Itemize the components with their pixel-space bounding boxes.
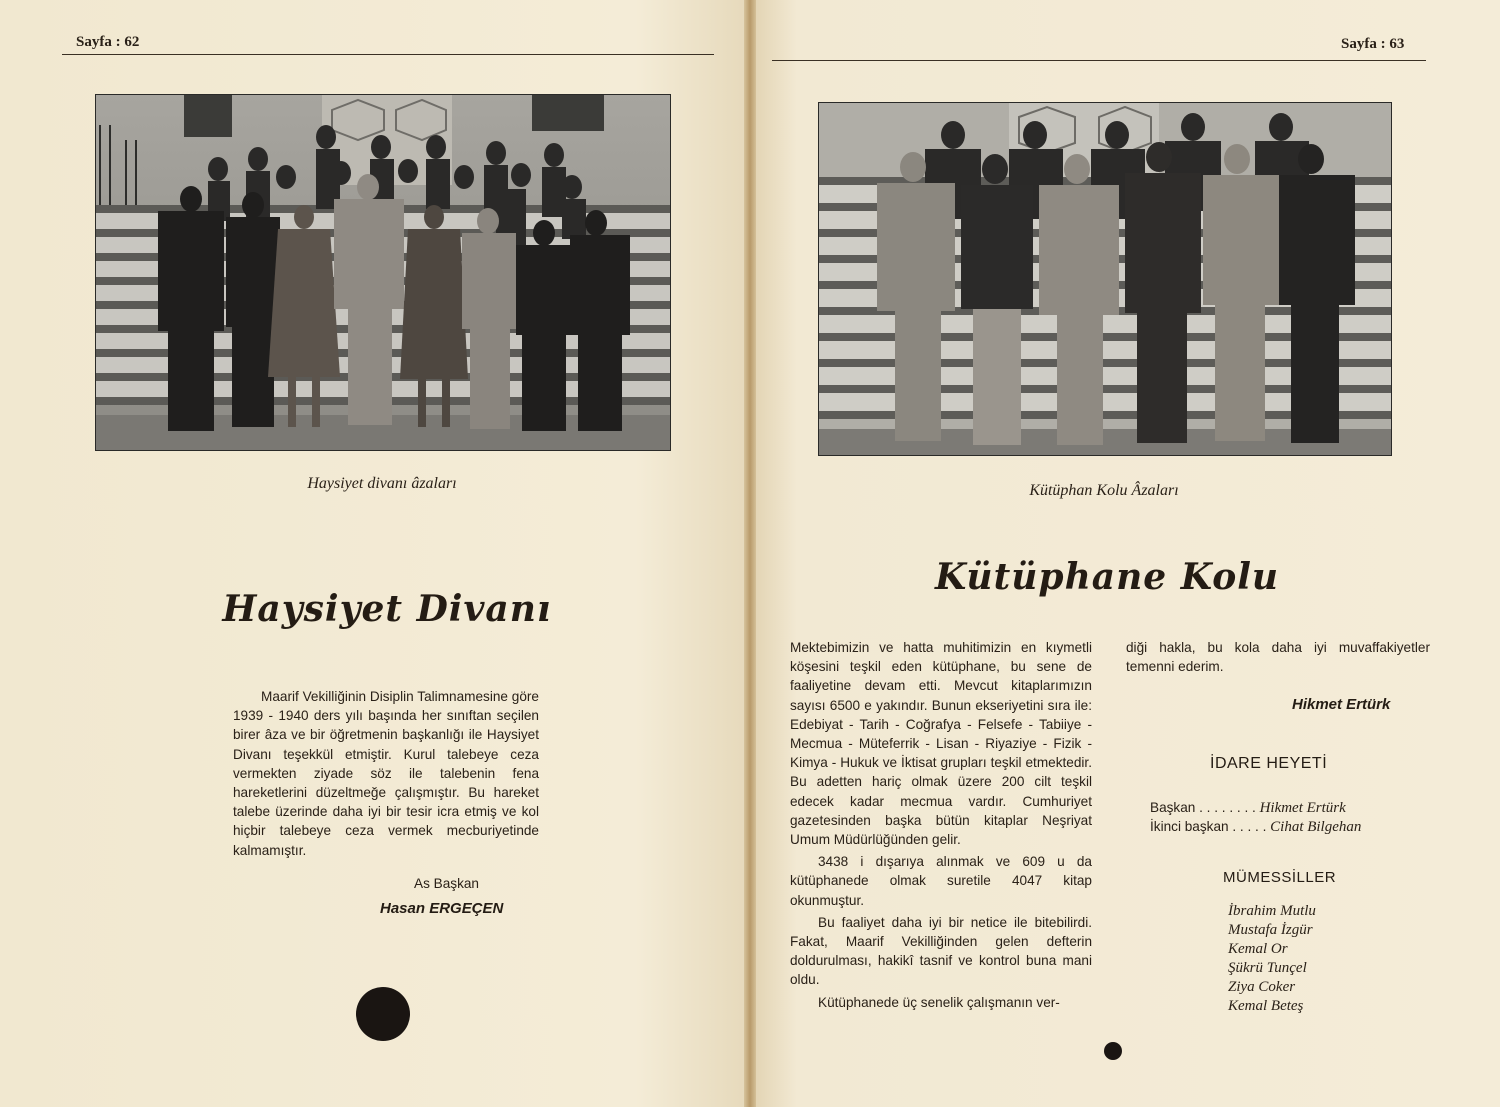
- officer-role: İkinci başkan . . . . .: [1150, 819, 1267, 834]
- left-header-rule: [62, 54, 714, 55]
- members-heading: MÜMESSİLLER: [1223, 869, 1337, 886]
- right-body-column-1: [790, 638, 1092, 1012]
- left-photo-illustration: [96, 95, 670, 450]
- right-header-rule: [772, 60, 1426, 61]
- right-signature-name: Hikmet Ertürk: [1292, 696, 1391, 713]
- right-paragraph-1: Mektebimizin ve hatta muhitimizin en kıymetli köşesini teşkil eden kütüphane, bu sene de faaliyetine devam etti. Mevcut kitaplarımızın sayısı 6500 e yakındır. Bunun ekseriyetini sıra ile: Edebiyat - Tarih - Coğrafya - Felsefe - Tabiiye - Mecmua - Müteferrik - Lisan - Riyaziye - Fizik - Kimya - Hukuk ve İktisat grupları teşkil etmektedir. Bu adetten hariç olmak üzere 200 cilt teşkil edecek kadar mecmua vardır. Cumhuriyet gazetesinden başka bütün kitaplar Neşriyat Umum Müdürlüğünden gelir.: [790, 640, 1092, 848]
- left-body-text: [233, 687, 539, 860]
- left-signature-role: As Başkan: [414, 876, 479, 891]
- member-name: Ziya Coker: [1228, 979, 1296, 995]
- book-gutter: [744, 0, 756, 1107]
- right-page-ornament: [1104, 1042, 1122, 1060]
- left-photo-caption: Haysiyet divanı âzaları: [307, 475, 457, 492]
- officer-name: Cihat Bilgehan: [1270, 819, 1362, 835]
- right-paragraph-2: 3438 i dışarıya alınmak ve 609 u da kütüphanede olmak suretile 4047 kitap okunmuştur.: [790, 854, 1092, 908]
- right-group-photo: [818, 102, 1392, 456]
- left-page-number: Sayfa : 62: [76, 34, 140, 50]
- officer-row: [1150, 800, 1346, 817]
- right-paragraph-4: Kütüphanede üç senelik çalışmanın ver-: [818, 994, 1060, 1010]
- member-name: İbrahim Mutlu: [1228, 903, 1316, 919]
- left-group-photo: [95, 94, 671, 451]
- right-photo-caption: Kütüphan Kolu Âzaları: [1029, 482, 1179, 499]
- member-name: Kemal Or: [1228, 941, 1288, 957]
- right-body-column-2: [1126, 638, 1430, 676]
- officer-role: Başkan . . . . . . . .: [1150, 800, 1256, 815]
- right-page-number: Sayfa : 63: [1341, 36, 1405, 52]
- left-paragraph: Maarif Vekilliğinin Disiplin Talimnamesine göre 1939 - 1940 ders yılı başında her sınıftan seçilen birer âza ve bir öğretmenin başkanlığı ile Haysiyet Divanı teşekkül etmiştir. Kurul talebeye ceza vermekten ziyade söz ile talebenin fena hareketlerini düzeltmeğe çalışmıştır. Bu hareket talebe üzerinde daha iyi bir tesir icra etmiş ve kol hiçbir talebeye ceza vermek mecburiyetinde kalmamıştır.: [233, 689, 539, 858]
- board-heading: İDARE HEYETİ: [1210, 755, 1328, 772]
- right-paragraph-3: Bu faaliyet daha iyi bir netice ile bitebilirdi. Fakat, Maarif Vekilliğinden gelen defterin doldurulması, hakikî tasnif ve kontrol buna mani oldu.: [790, 914, 1092, 988]
- left-page-ornament: [356, 987, 410, 1041]
- right-page-title: Kütüphane Kolu: [934, 556, 1280, 598]
- left-signature-name: Hasan ERGEÇEN: [380, 900, 504, 917]
- right-paragraph-continued: diği hakla, bu kola daha iyi muvaffakiyetler temenni ederim.: [1126, 640, 1430, 675]
- member-name: Şükrü Tunçel: [1228, 960, 1307, 976]
- officer-row: [1150, 819, 1361, 836]
- member-name: Mustafa İzgür: [1228, 922, 1313, 938]
- officer-name: Hikmet Ertürk: [1259, 800, 1346, 816]
- member-name: Kemal Beteş: [1228, 998, 1304, 1014]
- right-photo-illustration: [819, 103, 1391, 455]
- left-page-title: Haysiyet Divanı: [222, 588, 552, 630]
